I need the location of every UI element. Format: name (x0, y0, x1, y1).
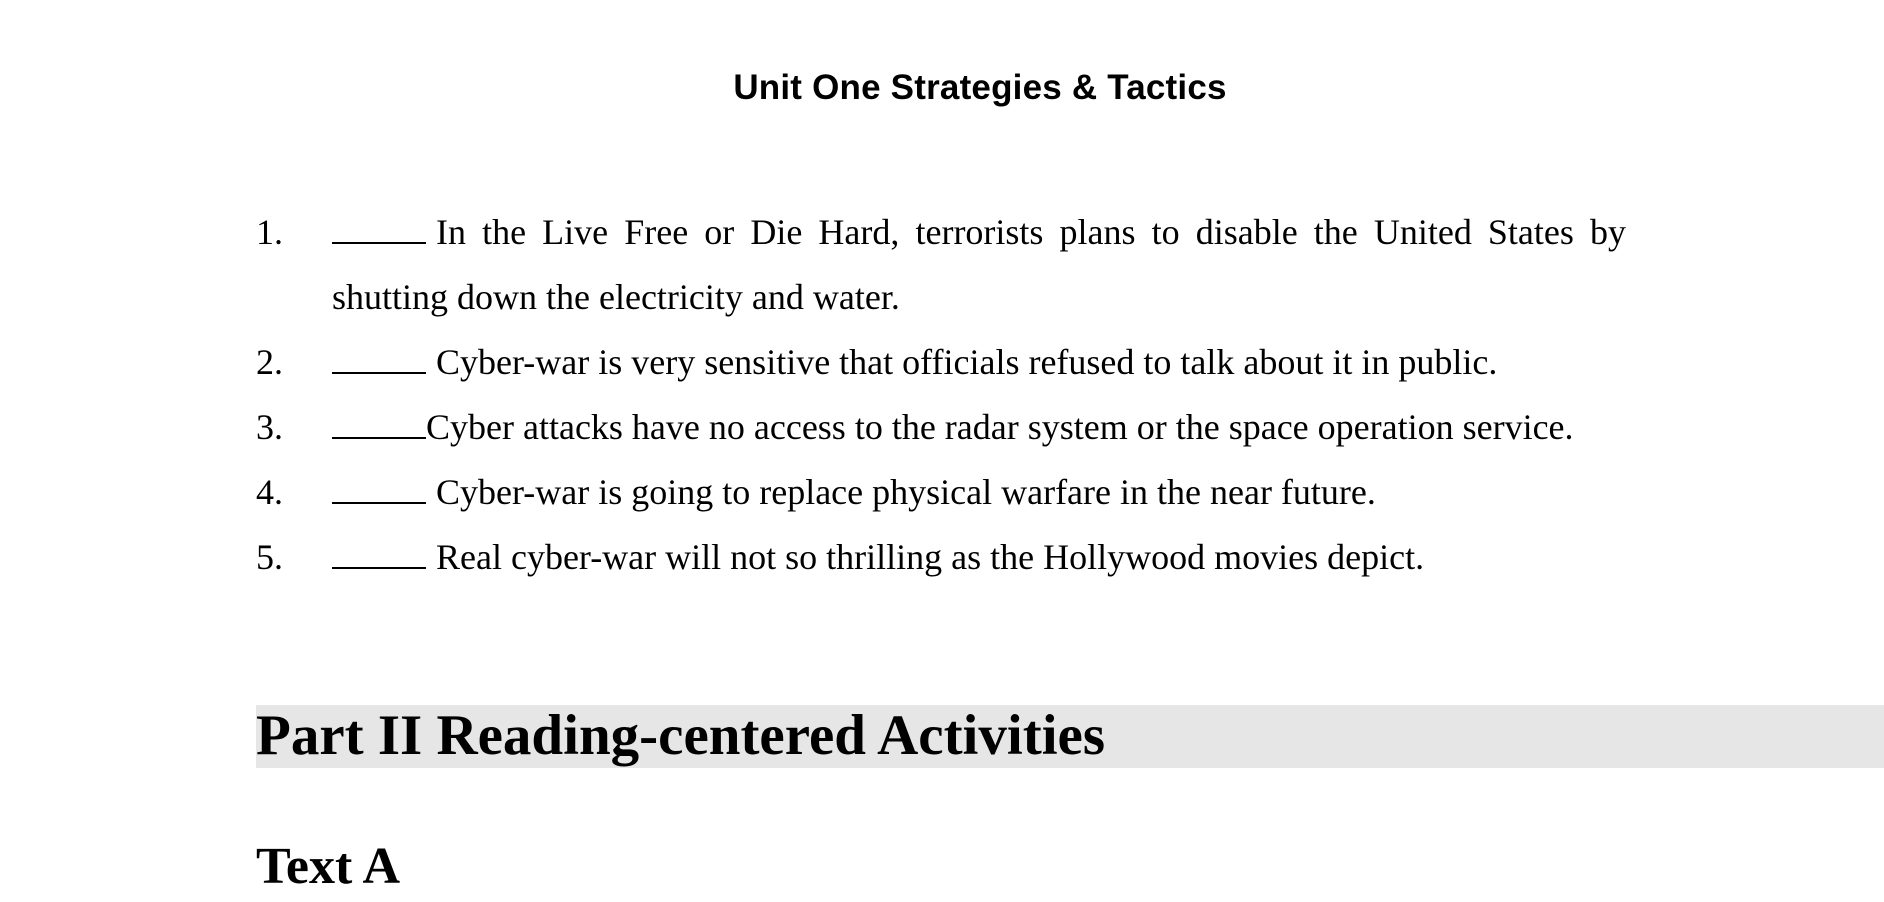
item-text-wrapper (332, 395, 1626, 460)
answer-blank[interactable] (332, 541, 426, 569)
item-number: 1. (256, 212, 283, 252)
item-number: 5. (256, 537, 283, 577)
item-number: 2. (256, 342, 283, 382)
list-item (256, 525, 1626, 590)
section-heading: Text A (256, 838, 400, 895)
list-item (256, 200, 1626, 330)
list-item (256, 330, 1626, 395)
item-text-wrapper (332, 460, 1626, 525)
item-text: Real cyber-war will not so thrilling as the Hollywood movies depict. (436, 537, 1425, 577)
item-text: Cyber-war is going to replace physical warfare in the near future. (436, 472, 1376, 512)
item-text: Cyber-war is very sensitive that officials refused to talk about it in public. (436, 342, 1498, 382)
item-text: Cyber attacks have no access to the radar system or the space operation service. (426, 407, 1574, 447)
part-heading: Part II Reading-centered Activities (256, 704, 1106, 767)
item-number: 4. (256, 472, 283, 512)
list-item (256, 460, 1626, 525)
answer-blank[interactable] (332, 346, 426, 374)
item-text-wrapper (332, 525, 1626, 590)
item-text-wrapper (332, 330, 1626, 395)
answer-blank[interactable] (332, 476, 426, 504)
item-text: In the Live Free or Die Hard, terrorists plans to disable the United States by shutting down the electricity and water. (332, 212, 1626, 317)
answer-blank[interactable] (332, 216, 426, 244)
page-header: Unit One Strategies & Tactics (733, 68, 1227, 107)
item-number: 3. (256, 407, 283, 447)
list-item (256, 395, 1626, 460)
true-false-list (256, 200, 1626, 590)
item-text-wrapper (332, 200, 1626, 330)
answer-blank[interactable] (332, 411, 426, 439)
